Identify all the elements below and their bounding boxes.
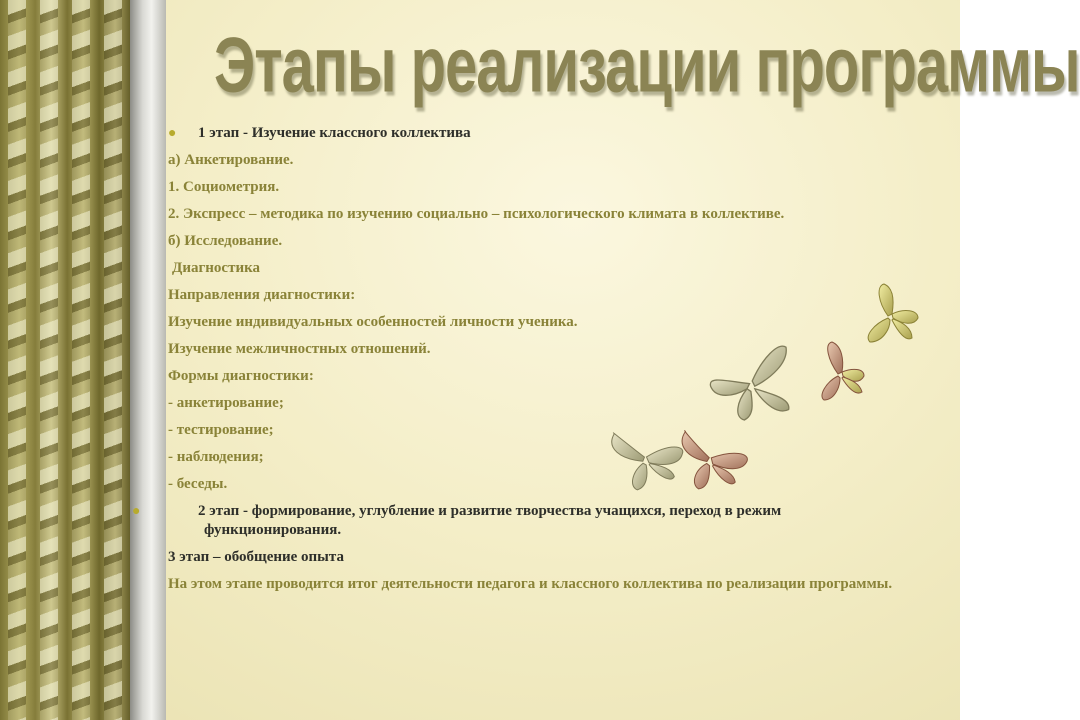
list-item: 2. Экспресс – методика по изучению социально – психологического климата в коллективе. (168, 206, 785, 222)
list-item: Изучение межличностных отношений. (168, 341, 431, 357)
butterfly-2 (678, 431, 749, 493)
list-item: а) Анкетирование. (168, 152, 294, 168)
stage-3-heading: 3 этап – обобщение опыта (168, 549, 344, 565)
list-item: б) Исследование. (168, 233, 283, 249)
butterfly-3 (710, 346, 788, 420)
list-item: Формы диагностики: (168, 368, 314, 384)
stage-1-heading (168, 124, 908, 143)
butterfly-5 (868, 284, 918, 342)
bullet-icon: ● (132, 504, 141, 519)
border-stripe (72, 0, 90, 720)
line-text: 2 этап - формирование, углубление и развитие творчества учащихся, переход в режим функционирования. (198, 503, 782, 538)
list-item: - тестирование; (168, 422, 274, 438)
list-item: 1. Социометрия. (168, 179, 280, 195)
border-stripe (40, 0, 58, 720)
butterfly-1 (611, 427, 686, 492)
list-item: Направления диагностики: (168, 287, 356, 303)
list-item: - беседы. (168, 476, 228, 492)
list-item: Диагностика (172, 260, 261, 276)
list-item: Изучение индивидуальных особенностей личности ученика. (168, 314, 578, 330)
line-text: 1 этап - Изучение классного коллектива (198, 125, 471, 141)
border-stripe (8, 0, 26, 720)
list-item: На этом этапе проводится итог деятельности педагога и классного коллектива по реализации программы. (168, 576, 893, 592)
list-item: - наблюдения; (168, 449, 264, 465)
butterflies-icon (600, 280, 930, 510)
bullet-icon: ● (168, 126, 177, 141)
border-shadow (130, 0, 166, 720)
border-stripe (104, 0, 122, 720)
slide-title: Этапы реализации программы (214, 21, 1080, 110)
list-item: - анкетирование; (168, 395, 284, 411)
butterfly-4 (822, 342, 864, 400)
